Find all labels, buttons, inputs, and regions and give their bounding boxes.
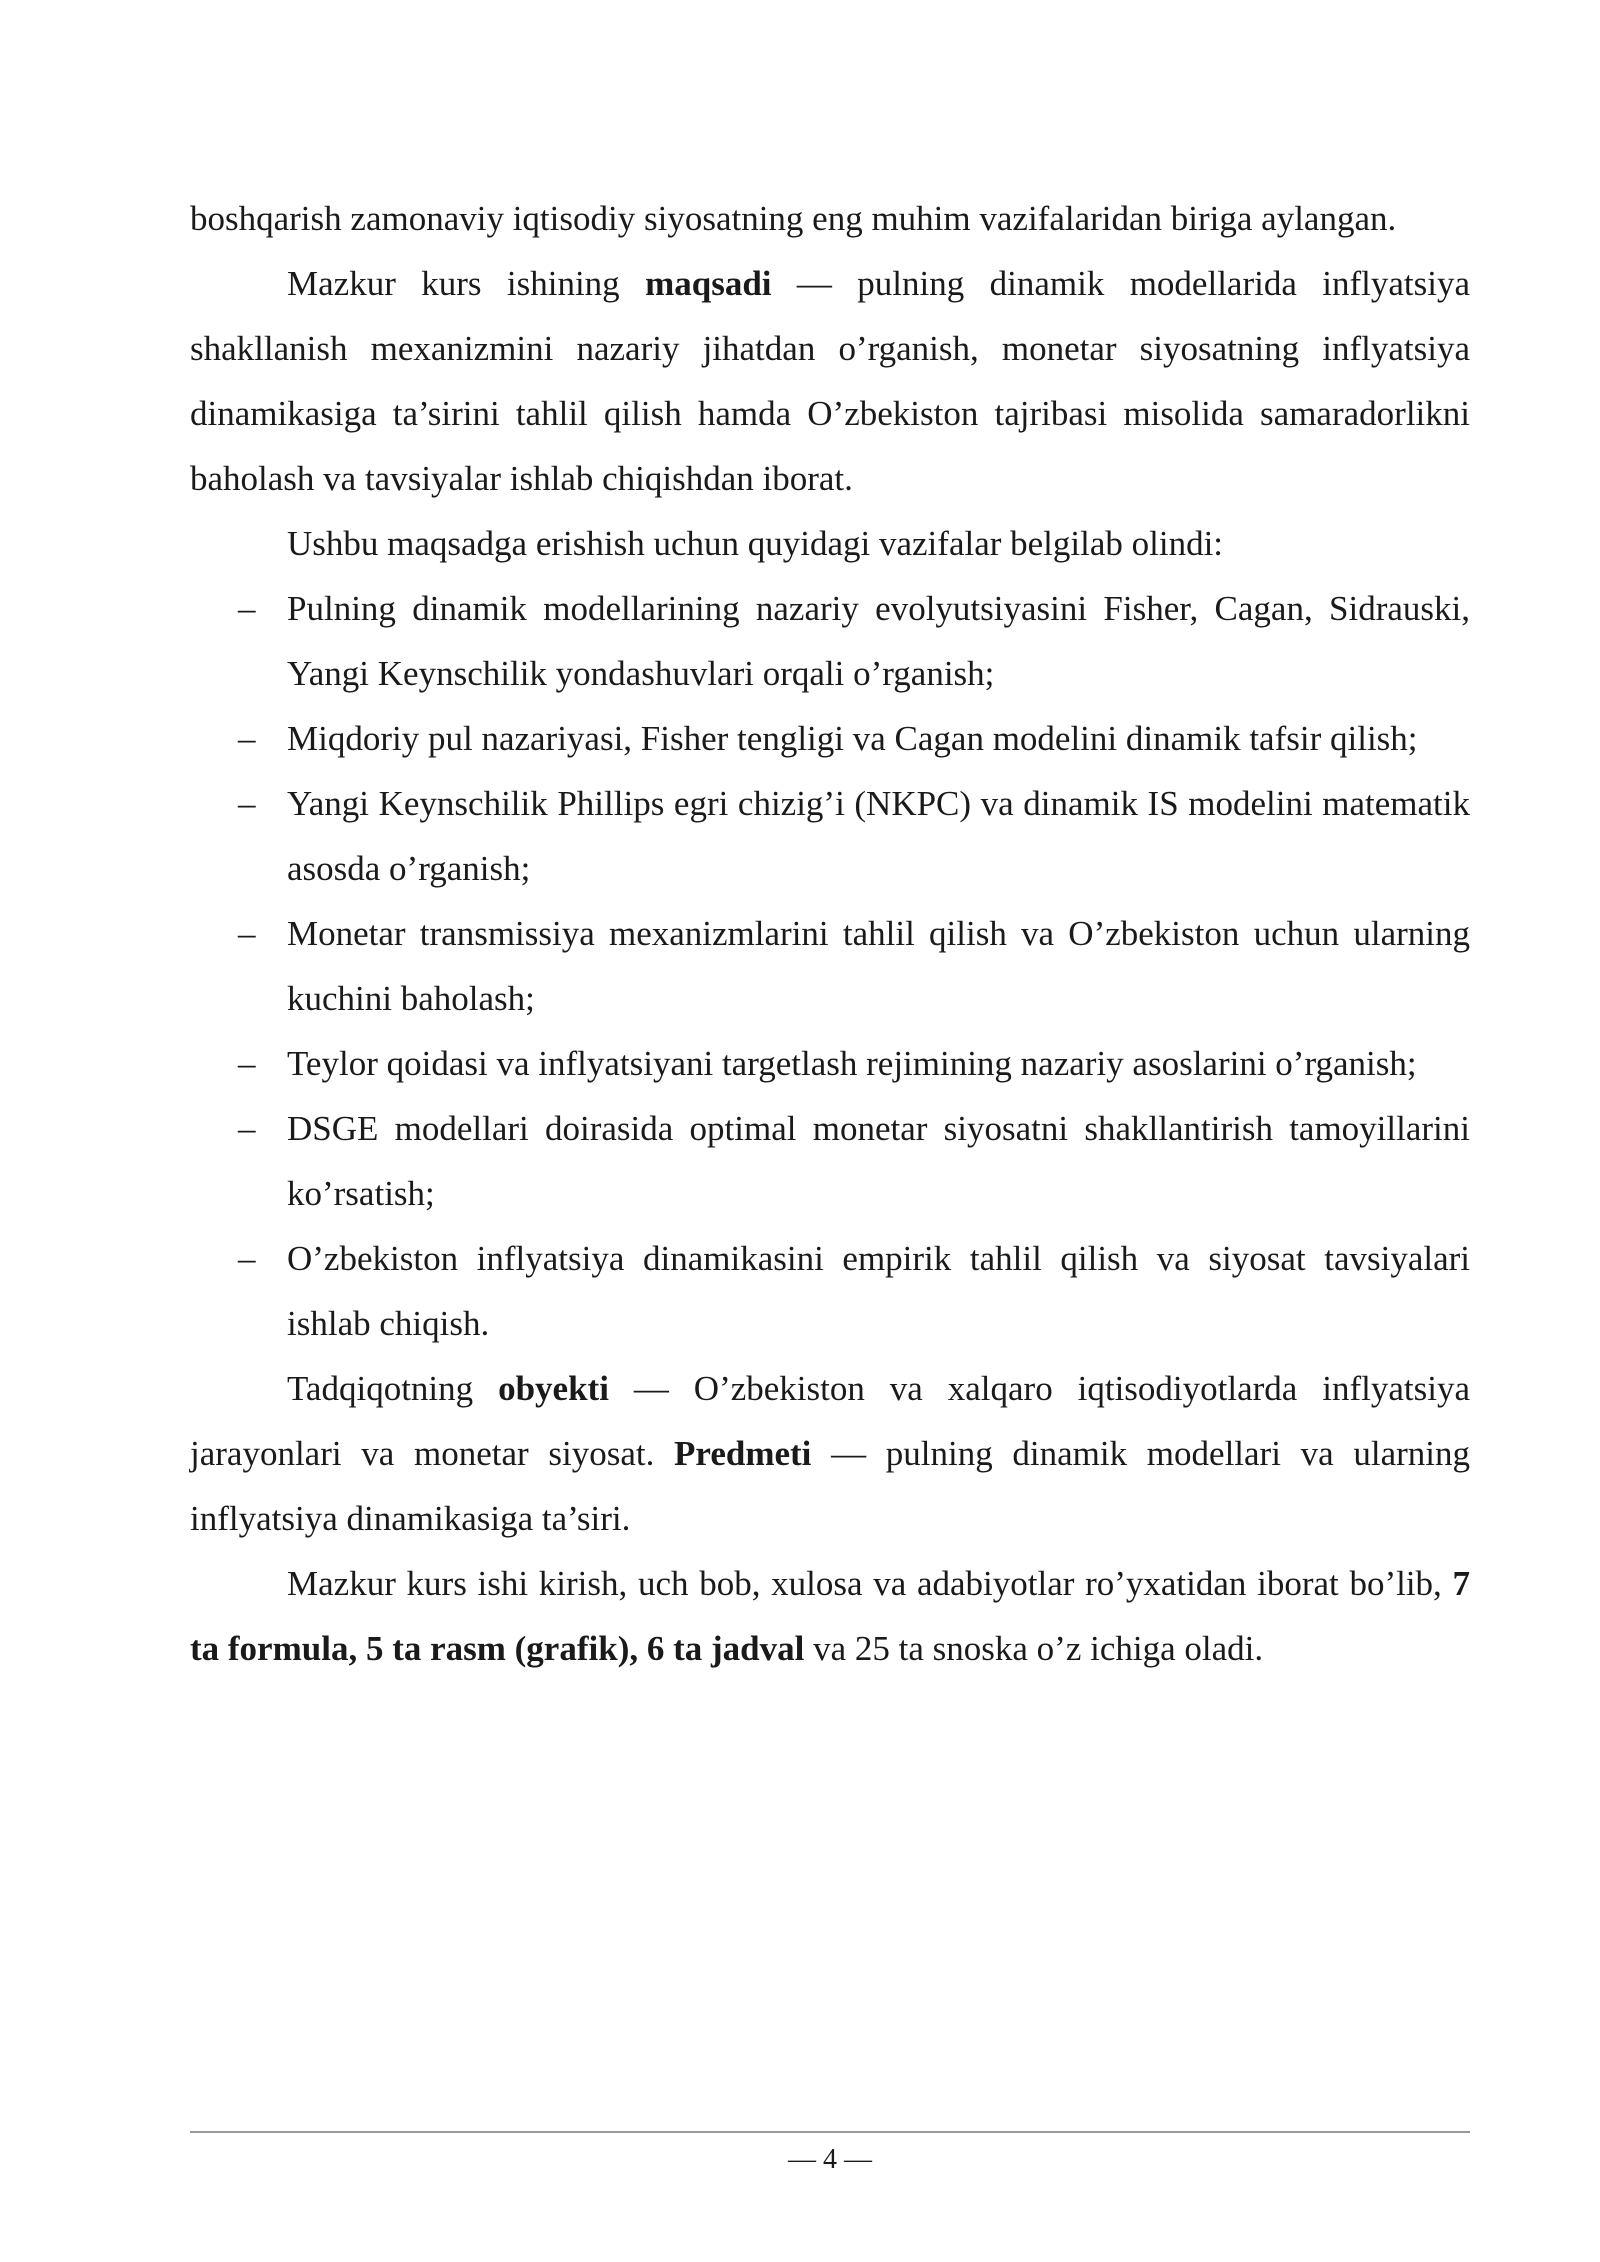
- body-text: [190, 186, 1470, 1681]
- paragraph-goal: [190, 251, 1470, 511]
- task-list: [190, 576, 1470, 1356]
- list-item-text: Teylor qoidasi va inflyatsiyani targetlash rejimining nazariy asoslarini o’rganish;: [287, 1044, 1417, 1083]
- list-item-text: Monetar transmissiya mexanizmlarini tahlil qilish va O’zbekiston uchun ularning kuchini baholash;: [287, 914, 1470, 1018]
- structure-counts: 7 ta formula, 5 ta rasm (grafik), 6 ta jadval: [190, 1564, 1470, 1668]
- list-item: [190, 1096, 1470, 1226]
- subject-keyword: Predmeti: [674, 1434, 812, 1473]
- paragraph-tasks-intro: Ushbu maqsadga erishish uchun quyidagi vazifalar belgilab olindi:: [287, 524, 1224, 563]
- list-item: [190, 706, 1470, 771]
- subject-text: — pulning dinamik modellari va ularning inflyatsiya dinamikasiga ta’siri.: [190, 1434, 1470, 1538]
- page-number: — 4 —: [788, 2144, 872, 2175]
- list-dash: –: [238, 719, 256, 758]
- goal-intro: Mazkur kurs ishining: [287, 264, 646, 303]
- goal-text: — pulning dinamik modellarida inflyatsiya shakllanish mexanizmini nazariy jihatdan o’rganish, monetar siyosatning inflyatsiya dinamikasiga ta’sirini tahlil qilish hamda O’zbekiston tajribasi misolida samaradorlikni baholash va tavsiyalar ishlab chiqishdan iborat.: [190, 264, 1470, 498]
- list-item-text: O’zbekiston inflyatsiya dinamikasini empirik tahlil qilish va siyosat tavsiyalari ishlab chiqish.: [287, 1239, 1470, 1343]
- object-keyword: obyekti: [498, 1369, 609, 1408]
- list-item: [190, 576, 1470, 706]
- list-item: [190, 1031, 1470, 1096]
- list-item-text: Miqdoriy pul nazariyasi, Fisher tengligi va Cagan modelini dinamik tafsir qilish;: [287, 719, 1418, 758]
- list-dash: –: [238, 784, 256, 823]
- list-dash: –: [238, 1044, 256, 1083]
- footer-divider: [190, 2131, 1470, 2133]
- list-item-text: Yangi Keynschilik Phillips egri chizig’i (NKPC) va dinamik IS modelini matematik asosda o’rganish;: [287, 784, 1470, 888]
- object-text: — O’zbekiston va xalqaro iqtisodiyotlarda inflyatsiya jarayonlari va monetar siyosat.: [190, 1369, 1470, 1473]
- object-intro: Tadqiqotning: [287, 1369, 499, 1408]
- goal-keyword: maqsadi: [645, 264, 772, 303]
- paragraph-continuation: boshqarish zamonaviy iqtisodiy siyosatning eng muhim vazifalaridan biriga aylangan.: [190, 199, 1397, 238]
- list-item: [190, 1226, 1470, 1356]
- structure-text: va 25 ta snoska o’z ichiga oladi.: [804, 1629, 1264, 1668]
- list-item-text: Pulning dinamik modellarining nazariy evolyutsiyasini Fisher, Cagan, Sidrauski, Yangi Keynschilik yondashuvlari orqali o’rganish;: [287, 589, 1470, 693]
- paragraph-object-subject: [190, 1356, 1470, 1551]
- list-dash: –: [238, 589, 256, 628]
- paragraph-structure: [190, 1551, 1470, 1681]
- list-item-text: DSGE modellari doirasida optimal monetar siyosatni shakllantirish tamoyillarini ko’rsatish;: [287, 1109, 1470, 1213]
- list-item: [190, 901, 1470, 1031]
- structure-intro: Mazkur kurs ishi kirish, uch bob, xulosa va adabiyotlar ro’yxatidan iborat bo’lib,: [287, 1564, 1453, 1603]
- list-dash: –: [238, 1239, 256, 1278]
- list-dash: –: [238, 914, 256, 953]
- list-item: [190, 771, 1470, 901]
- list-dash: –: [238, 1109, 256, 1148]
